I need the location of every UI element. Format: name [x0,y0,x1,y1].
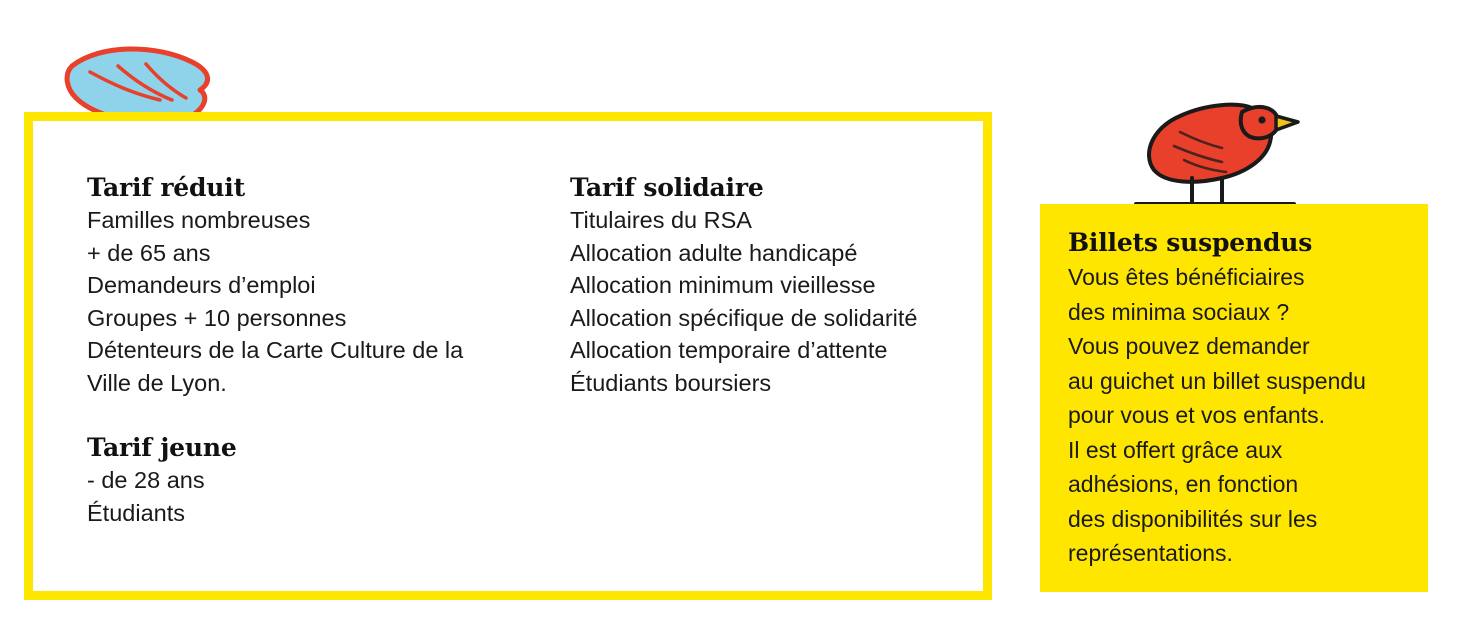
list-item: Allocation temporaire d’attente [570,337,888,363]
tarif-reduit-block [87,173,537,399]
billets-suspendus-title: Billets suspendus [1068,228,1313,257]
list-item: Détenteurs de la Carte Culture de la [87,337,464,363]
list-item: Groupes + 10 personnes [87,304,347,331]
list-item: Familles nombreuses [87,207,311,233]
column-spacer [87,399,537,433]
tarifs-left-column [87,173,537,529]
list-item: des minima sociaux ? [1068,298,1290,325]
tarif-jeune-list [87,464,537,529]
list-item: des disponibilités sur les [1068,505,1318,532]
billets-suspendus-content [1068,228,1414,571]
list-item: Allocation spécifique de solidarité [570,304,918,331]
tarif-solidaire-block [570,173,970,399]
tarif-jeune-title: Tarif jeune [87,433,237,462]
list-item: Allocation minimum vieillesse [570,272,876,298]
list-item: Étudiants [87,499,185,526]
tarif-solidaire-title: Tarif solidaire [570,173,764,202]
tarif-solidaire-list [570,204,970,399]
list-item: au guichet un billet suspendu [1068,367,1366,394]
list-item: Il est offert grâce aux [1068,436,1283,463]
tarifs-columns [33,121,983,591]
billets-suspendus-card [1040,204,1428,592]
tarifs-panel [24,112,992,600]
list-item: Titulaires du RSA [570,207,752,233]
list-item: représentations. [1068,540,1233,566]
tarif-jeune-block [87,433,537,529]
list-item: Demandeurs d’emploi [87,272,316,298]
billets-suspendus-list [1068,260,1414,571]
list-item: Étudiants boursiers [570,369,772,396]
list-item: Vous pouvez demander [1068,333,1310,359]
tarif-reduit-list [87,204,537,399]
list-item: adhésions, en fonction [1068,471,1299,497]
list-item: Allocation adulte handicapé [570,239,858,266]
list-item: - de 28 ans [87,467,205,493]
list-item: pour vous et vos enfants. [1068,402,1325,428]
tarif-reduit-title: Tarif réduit [87,173,245,202]
list-item: Ville de Lyon. [87,369,227,396]
bird-doodle-icon [1126,92,1306,214]
list-item: + de 65 ans [87,239,211,266]
list-item: Vous êtes bénéficiaires [1068,264,1305,290]
tarifs-right-column [570,173,970,399]
